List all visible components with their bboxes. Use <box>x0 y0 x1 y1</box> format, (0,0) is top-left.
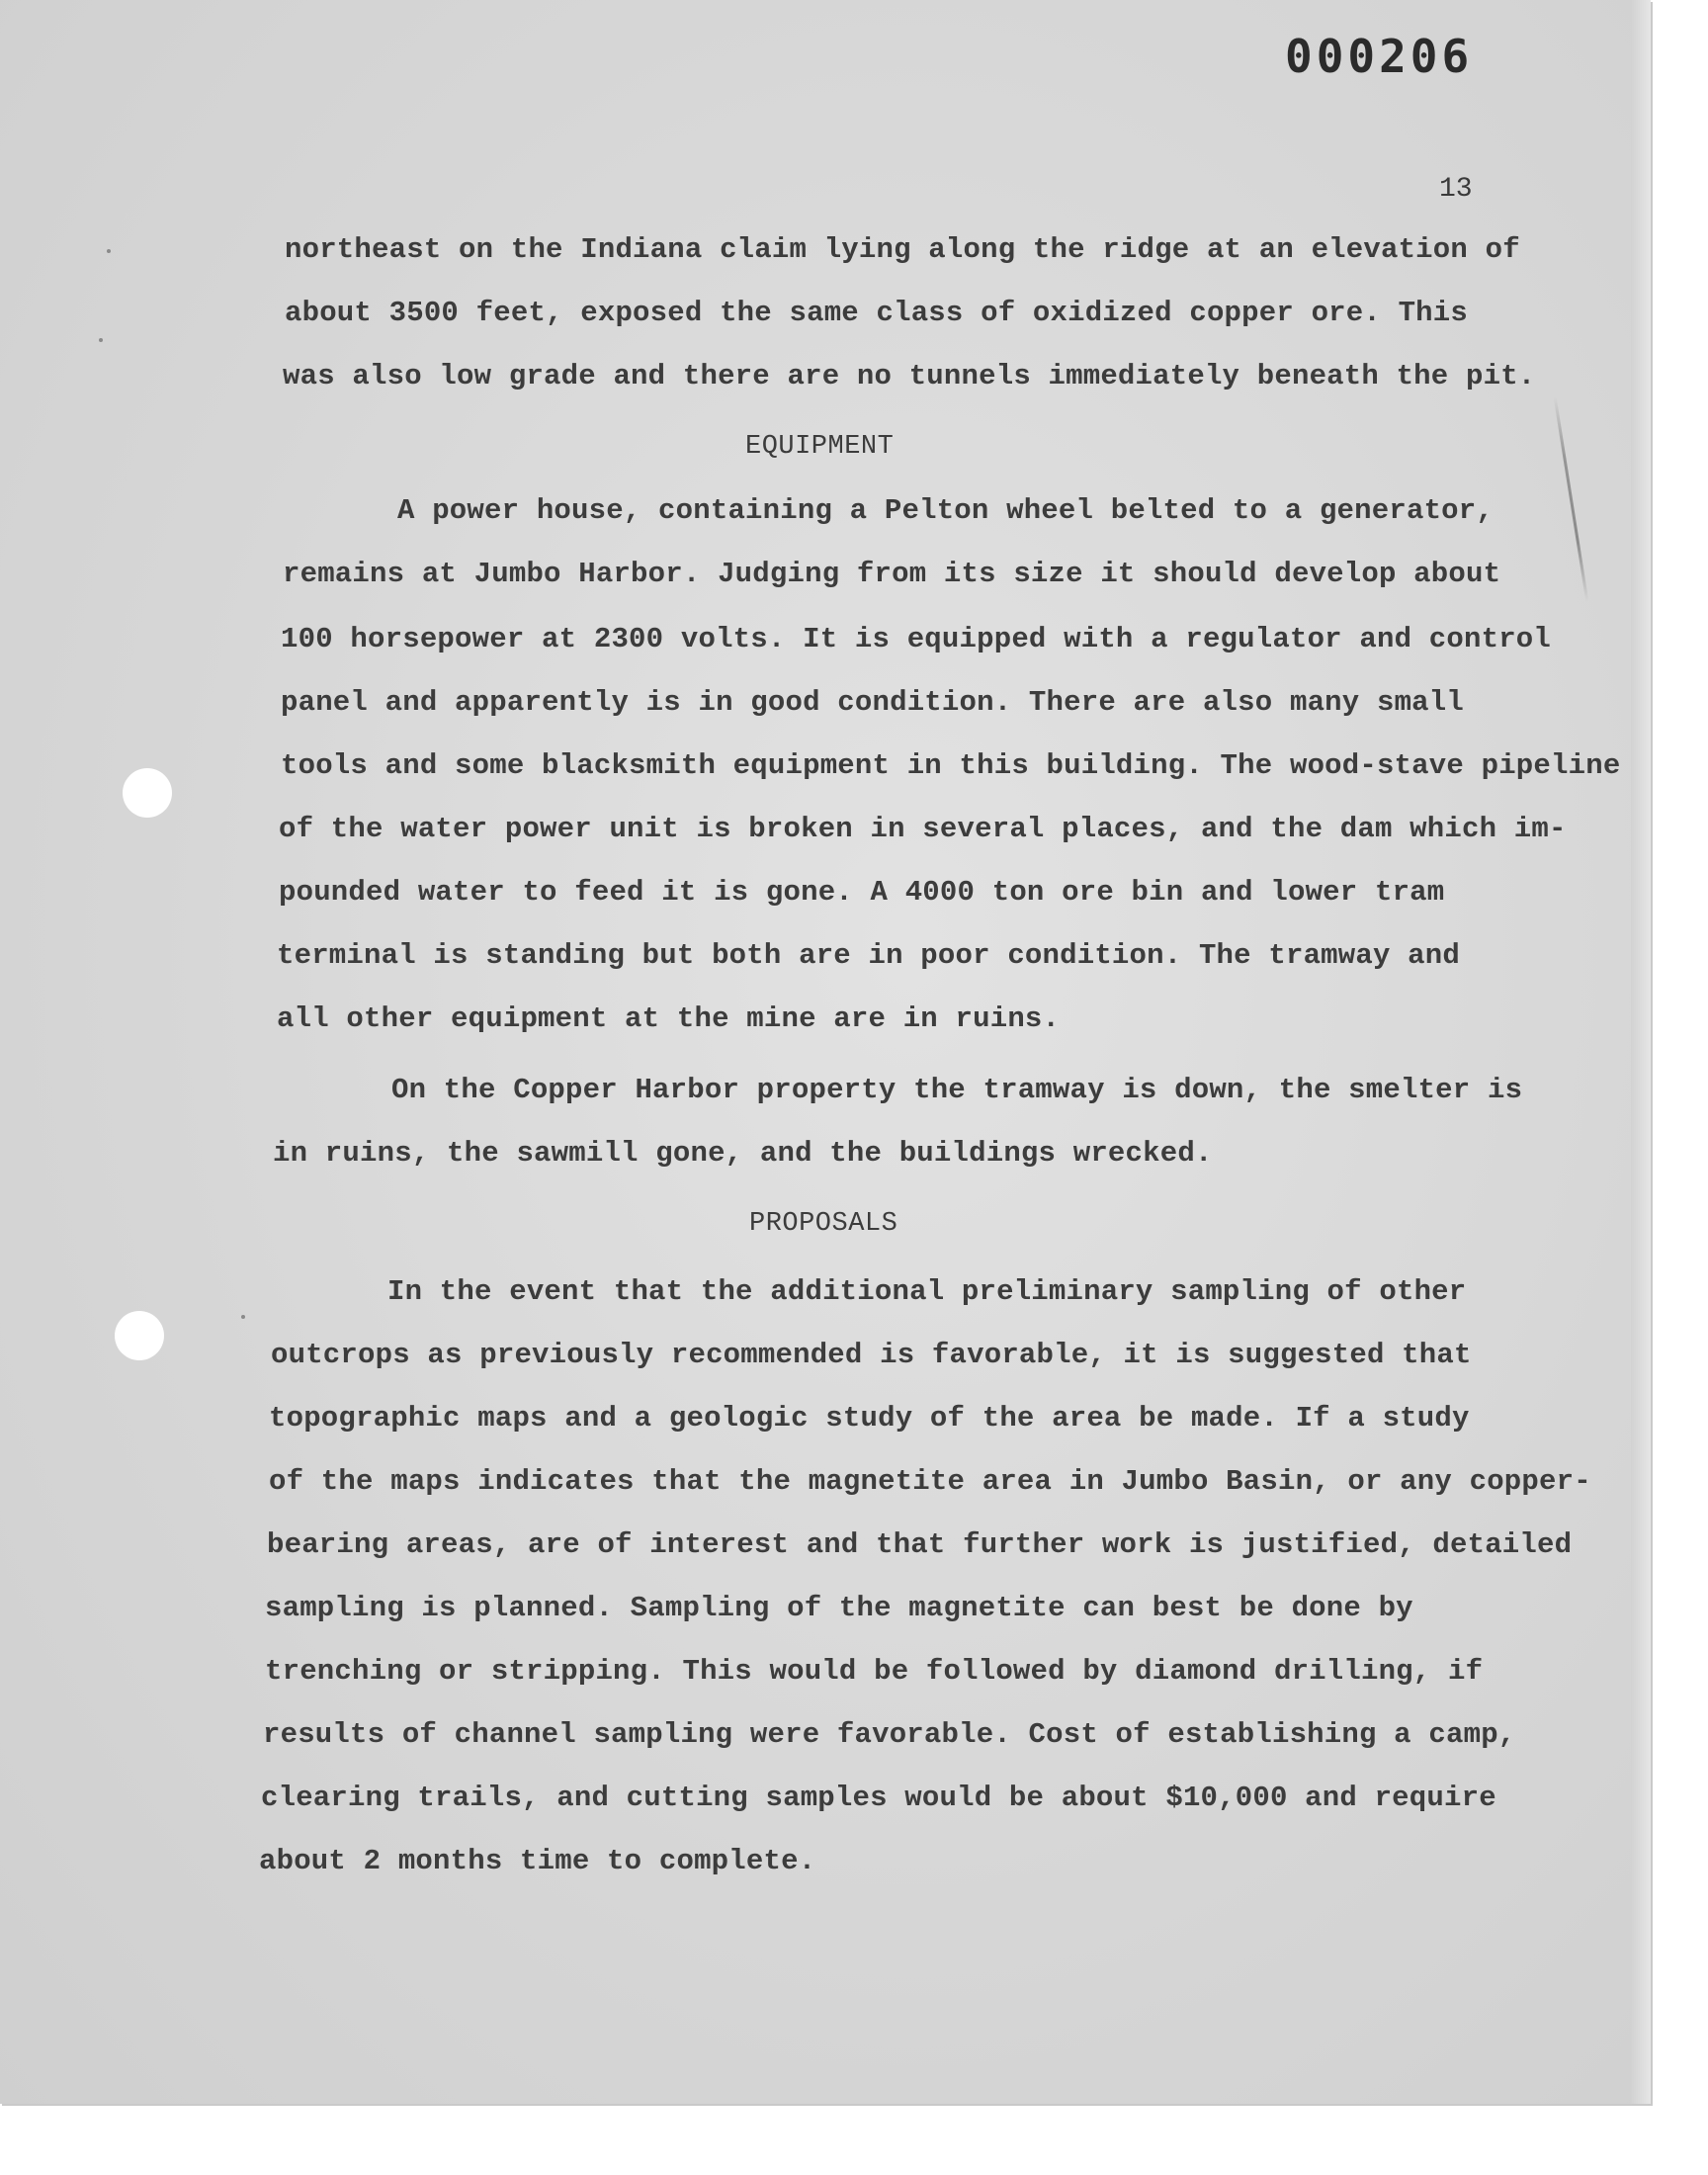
punch-hole-bottom <box>115 1311 164 1360</box>
text-line: panel and apparently is in good condition. There are also many small <box>281 686 1464 719</box>
text-line: of the maps indicates that the magnetite area in Jumbo Basin, or any copper- <box>269 1465 1591 1498</box>
text-line: topographic maps and a geologic study of the area be made. If a study <box>269 1402 1470 1435</box>
text-line: terminal is standing but both are in poor condition. The tramway and <box>277 939 1460 972</box>
text-line: pounded water to feed it is gone. A 4000 ton ore bin and lower tram <box>279 876 1445 909</box>
text-line: A power house, containing a Pelton wheel belted to a generator, <box>397 494 1494 527</box>
page-edge <box>1631 0 1651 2104</box>
margin-mark <box>1554 396 1589 602</box>
text-line: trenching or stripping. This would be followed by diamond drilling, if <box>265 1655 1484 1688</box>
text-line: clearing trails, and cutting samples would be about $10,000 and require <box>261 1782 1496 1814</box>
text-line: remains at Jumbo Harbor. Judging from its size it should develop about <box>283 558 1501 590</box>
text-line: On the Copper Harbor property the tramway is down, the smelter is <box>391 1074 1523 1106</box>
punch-hole-top <box>123 768 172 818</box>
text-line: bearing areas, are of interest and that further work is justified, detailed <box>267 1528 1573 1561</box>
section-heading-proposals: PROPOSALS <box>749 1209 898 1239</box>
text-line: tools and some blacksmith equipment in this building. The wood-stave pipeline <box>281 749 1621 782</box>
text-line: was also low grade and there are no tunnels immediately beneath the pit. <box>283 360 1536 392</box>
section-heading-equipment: EQUIPMENT <box>745 432 895 462</box>
text-line: 100 horsepower at 2300 volts. It is equipped with a regulator and control <box>281 623 1552 655</box>
text-line: results of channel sampling were favorable. Cost of establishing a camp, <box>263 1718 1516 1751</box>
text-line: all other equipment at the mine are in ruins. <box>277 1002 1061 1035</box>
document-number: 000206 <box>1285 30 1474 83</box>
text-line: about 3500 feet, exposed the same class of oxidized copper ore. This <box>285 297 1468 329</box>
text-line: In the event that the additional preliminary sampling of other <box>387 1275 1467 1308</box>
text-line: in ruins, the sawmill gone, and the buildings wrecked. <box>273 1137 1213 1170</box>
page-number: 13 <box>1439 174 1473 205</box>
text-line: outcrops as previously recommended is favorable, it is suggested that <box>271 1339 1472 1371</box>
text-line: of the water power unit is broken in several places, and the dam which im- <box>279 813 1567 845</box>
text-line: northeast on the Indiana claim lying along the ridge at an elevation of <box>285 233 1520 266</box>
text-line: sampling is planned. Sampling of the magnetite can best be done by <box>265 1592 1413 1624</box>
text-line: about 2 months time to complete. <box>259 1845 816 1877</box>
